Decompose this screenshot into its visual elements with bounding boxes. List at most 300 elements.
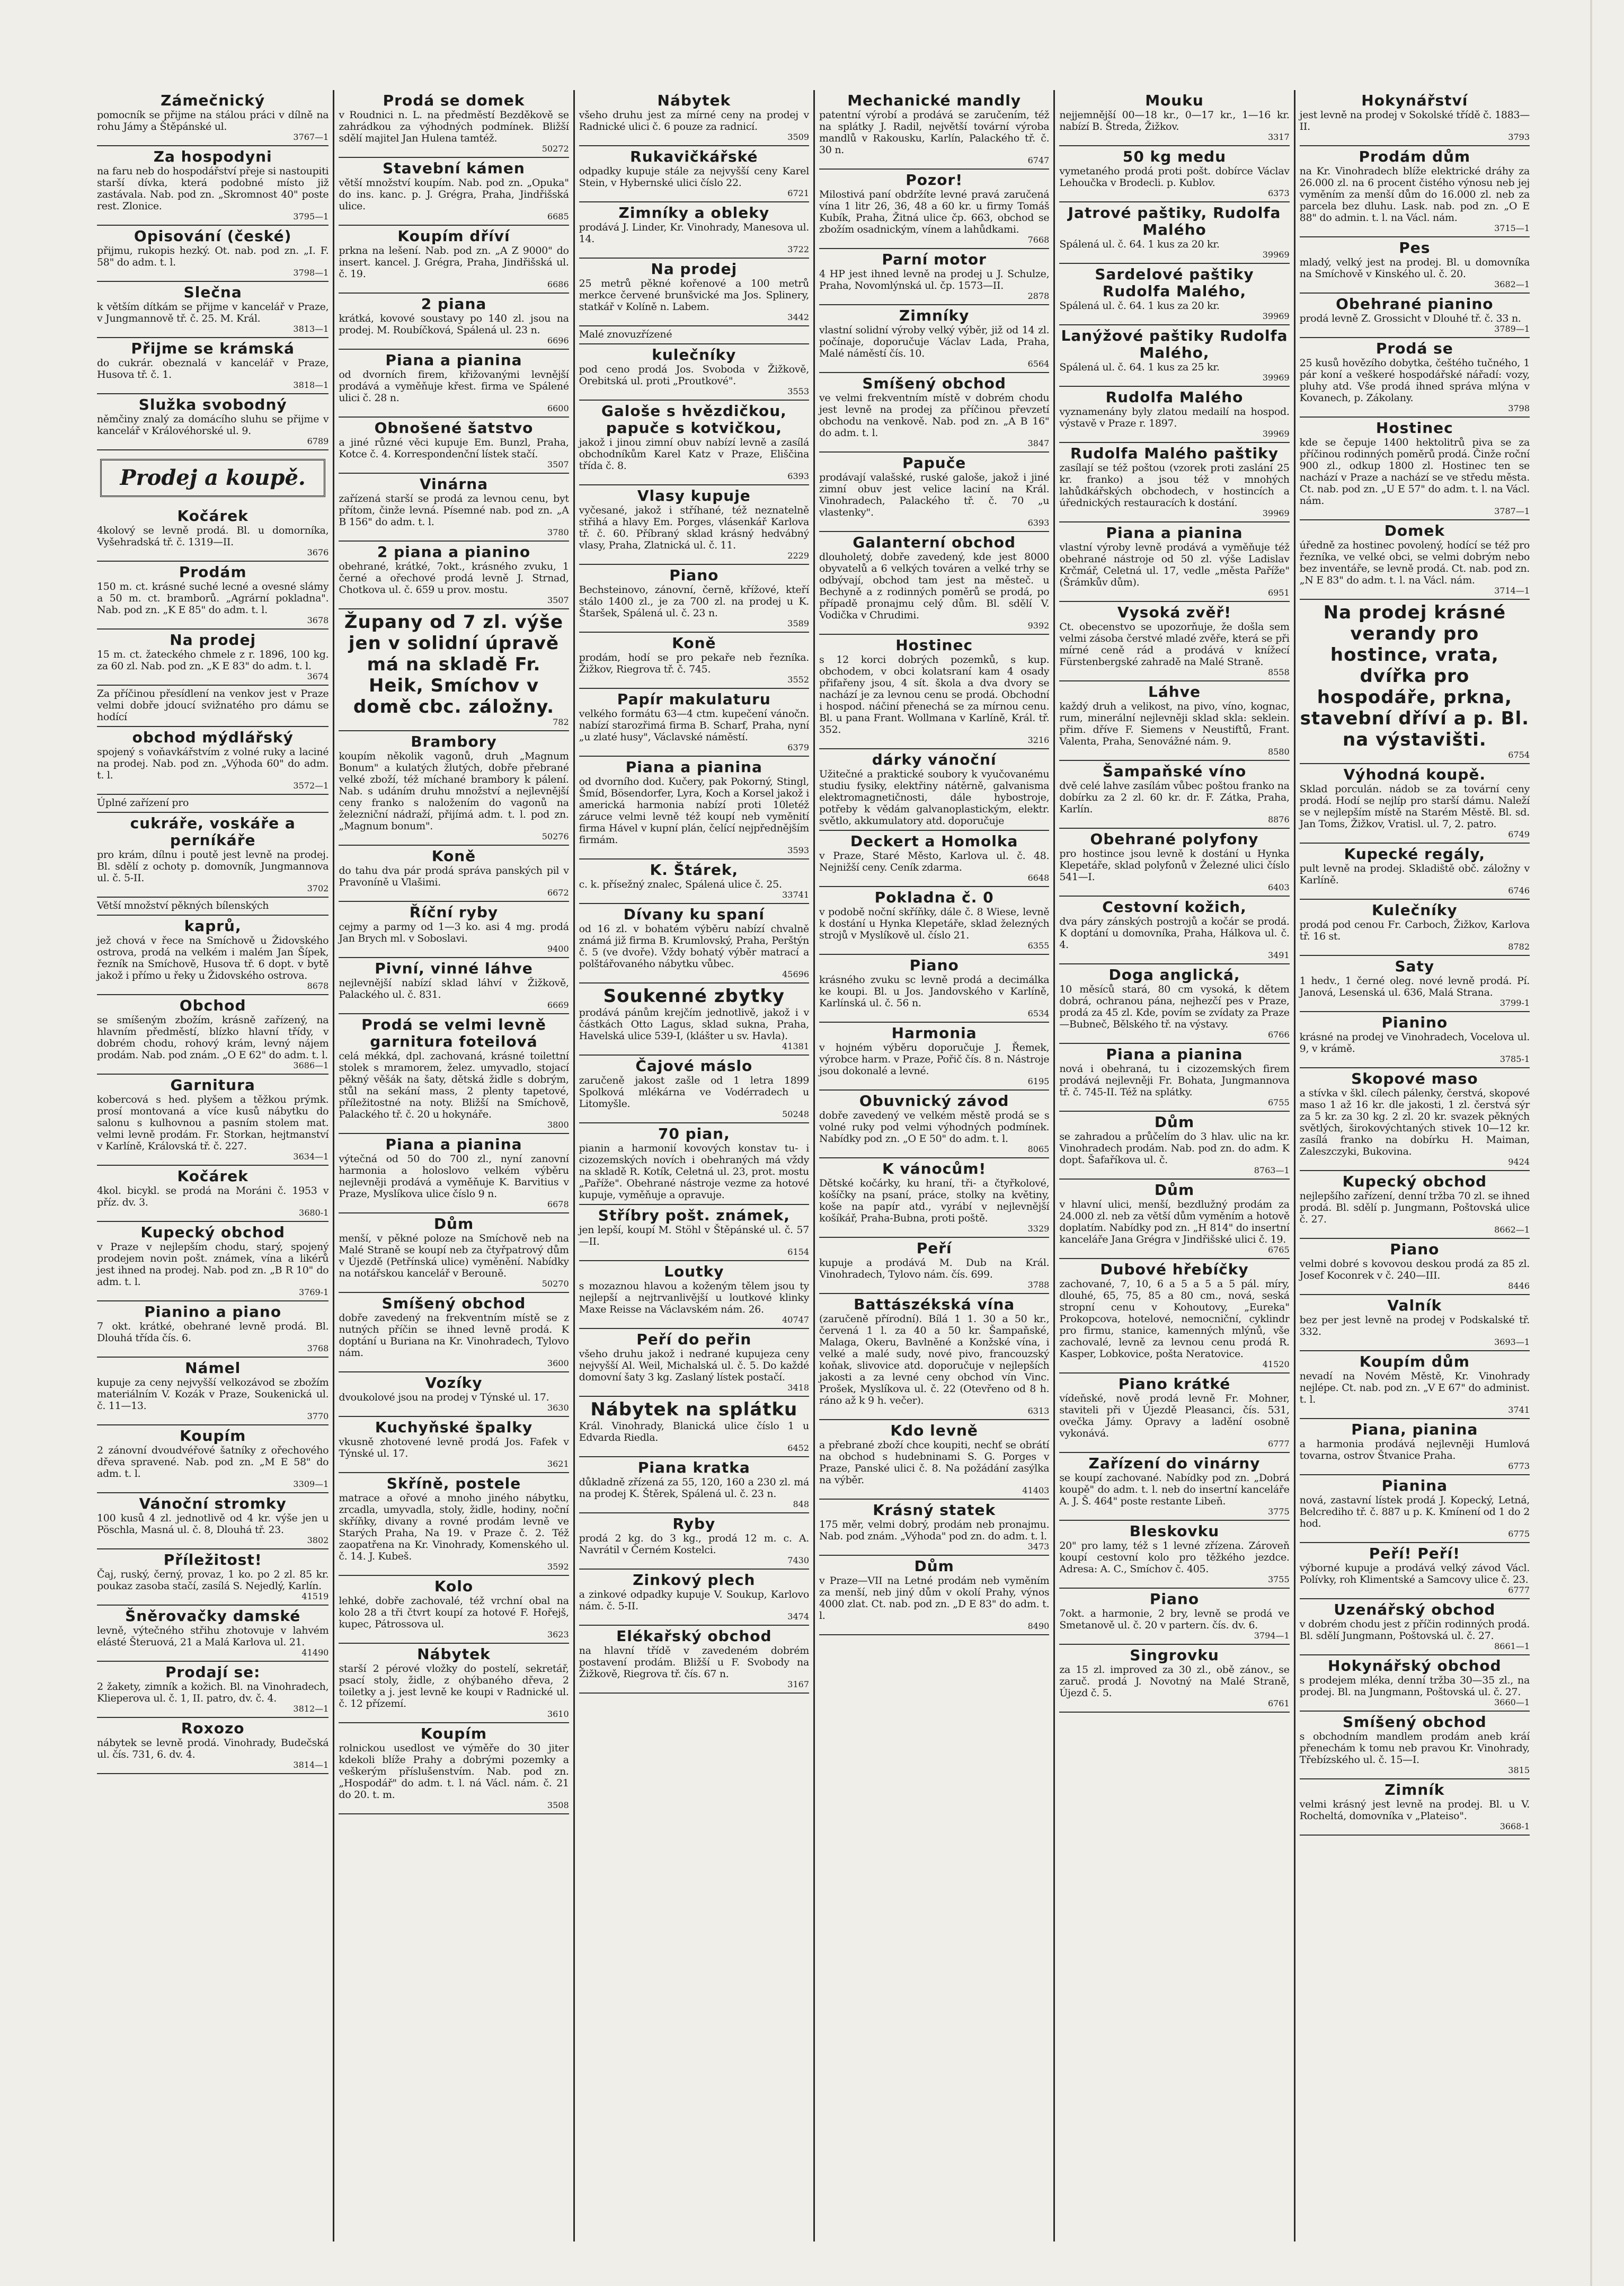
ad-heading: 2 piana a pianino — [377, 543, 531, 561]
ad-text: ve velmi frekventním místě v dobrém chodu jest levně na prodej za příčinou převzetí obchodu na venkově. Nab. pod zn. „A B 16" do adm. t. l. — [819, 392, 1050, 439]
ad-text: do cukrár. obeznalá v kancelář v Praze, Husova tř. č. 1. — [97, 357, 329, 380]
ad-text: a harmonia prodává nejlevněji Humlová tovarna, ostrov Štvanice Praha. — [1299, 1438, 1530, 1461]
classified-ad — [97, 813, 329, 898]
ad-heading: Piano — [669, 566, 719, 584]
ad-heading: Na prodej krásné verandy pro hostince, vrata, dvířka pro hospodáře, prkna, stavební dříví a p. Bl. na výstavišti. — [1300, 602, 1530, 750]
ad-reference-number: 8661—1 — [1494, 1641, 1530, 1651]
ad-text: nejlepšího zařízení, denní tržba 70 zl. se ihned prodá. Bl. sdělí p. Jungmann, Poštovská ulice č. 27. — [1299, 1190, 1530, 1225]
ad-heading: Mouku — [1145, 92, 1204, 109]
ad-reference-number: 6749 — [1508, 829, 1530, 839]
ad-heading: Singrovku — [1130, 1646, 1219, 1664]
ad-heading: Slečna — [183, 283, 242, 301]
ad-text: 4kol. bicykl. se prodá na Moráni č. 1953 v příz. dv. 3. — [97, 1185, 329, 1208]
ad-reference-number: 3755 — [1267, 1574, 1290, 1584]
ad-text: pod ceno prodá Jos. Svoboda v Žižkově, Orebitská ul. proti „Proutkové". — [579, 364, 809, 387]
ad-text: Čaj, ruský, černý, provaz, 1 ko. po 2 zl. 85 kr. poukaz zasoba stačí, zasílá S. Nejedlý, Karlín. — [97, 1569, 329, 1592]
classified-ad — [1300, 1779, 1530, 1836]
ad-heading: cukráře, voskáře a perníkáře — [130, 814, 296, 849]
ad-text: levně, výtečného střihu zhotovuje v lahvém elásté Šteruová, 21 a Malá Karlova ul. 21. — [97, 1625, 329, 1648]
ad-heading: Garnitura — [170, 1076, 255, 1094]
ad-heading: Piana a pianina — [385, 1136, 522, 1153]
classified-ad — [579, 1123, 809, 1205]
classified-ad — [97, 226, 329, 282]
ad-heading: Rukavičkářské — [630, 148, 758, 165]
ad-reference-number: 9392 — [1027, 621, 1050, 631]
ad-reference-number: 40747 — [782, 1315, 809, 1325]
ad-heading: Služka svobodný — [138, 396, 287, 413]
ad-text: se koupí zachované. Nabídky pod zn. „Dobrá koupě" do adm. t. l. neb do insertní kanceláře A. J. Š. 464" poste restante Libeň. — [1059, 1472, 1290, 1507]
classified-ad — [1300, 1475, 1530, 1543]
ad-heading: Skopové maso — [1351, 1070, 1478, 1087]
ad-heading: Peří — [916, 1239, 952, 1257]
ad-reference-number: 3216 — [1027, 735, 1050, 745]
classified-ad — [579, 146, 809, 202]
ad-text: Spálená ul. č. 64. 1 kus za 20 kr. — [1059, 300, 1220, 312]
ad-heading: Hostinec — [1375, 419, 1453, 437]
ad-text: a zinkové odpadky kupuje V. Soukup, Karlovo nám. č. 5-II. — [579, 1589, 809, 1612]
ad-reference-number: 6775 — [1508, 1529, 1530, 1539]
ad-heading: Pianino a piano — [144, 1303, 282, 1321]
classified-ad — [819, 887, 1049, 955]
classified-ad — [97, 727, 329, 795]
ad-text: s prodejem mléka, denní tržba 30—35 zl., na prodej. Bl. na Jungmann, Poštovská ul. č. 27. — [1299, 1674, 1530, 1698]
ad-reference-number: 782 — [553, 717, 569, 727]
ad-text: přijmu, rukopis hezký. Ot. nab. pod zn. „I. F. 58" do adm. t. l. — [97, 245, 329, 268]
ad-text: matrace a ořové a mnoho jiného nábytku, zrcadla, umyvadla, stoly, židle, hodiny, noční skříňky, divany a rovné prodám levně ve Starých Praha, Na 19. v Praze č. 2. Též zaopatřena na Kr. Vinohrady, Komenského ul. č. 14. J. Kubeš. — [339, 1492, 569, 1562]
ad-reference-number: 6600 — [547, 403, 569, 413]
ad-text: menší, v pěkné poloze na Smíchově neb na Malé Straně se koupí neb za čtyřpatrový dům v Újezdě (Petřínská ulice) vyměnění. Nabídky na notářskou kancelář v Berouně. — [339, 1233, 569, 1279]
ad-heading: Prodám dům — [1359, 148, 1471, 165]
ad-heading: Zimník — [1385, 1781, 1445, 1798]
ad-reference-number: 3814—1 — [293, 1760, 329, 1770]
ad-text: starší 2 pérové vložky do postelí, sekretář, psací stoly, židle, z ohýbaného dřeva, 2 toiletky a j. jest levně ke koupi v Radnické ul. č. 12 přízemí. — [339, 1663, 569, 1709]
classified-ad — [579, 1457, 809, 1513]
classified-ad — [97, 630, 329, 686]
ad-reference-number: 6154 — [787, 1247, 809, 1257]
ad-reference-number: 2878 — [1027, 291, 1050, 301]
ad-heading: kulečníky — [652, 346, 736, 364]
classified-ad — [339, 294, 569, 350]
ad-text: Milostivá paní obdržíte levné pravá zaručená vína 1 litr 26, 36, 48 a 60 kr. u firmy Tomáš Kubík, Praha, Žitná ulice čp. 663, obchod se zbožím osadnickým, vínem a lahůdkami. — [819, 189, 1050, 235]
classified-ad — [819, 1238, 1049, 1294]
classified-ad — [339, 1293, 569, 1372]
ad-text: velkého formátu 63—4 ctm. kupečení vánočn. nabízí starozřimá firma B. Scharf, Praha, nyní „u zlaté husy", Václavské náměstí. — [579, 708, 809, 743]
classified-ad — [1059, 829, 1289, 897]
ad-reference-number: 3693—1 — [1494, 1337, 1530, 1347]
ad-text: Za příčinou přesídlení na venkov jest v Praze velmi dobře jdoucí svižnatého pro dámu se hodící — [97, 688, 329, 723]
ad-text: prodávají valašské, ruské galoše, jakož i jiné zimní obuv jest velice laciní na Král. Vinohradech, Palackého tř. č. 70 „u vlastenky". — [819, 472, 1050, 518]
ad-heading: Hostinec — [895, 636, 973, 654]
classified-ad — [579, 259, 809, 326]
classified-ad — [579, 1205, 809, 1261]
ad-reference-number: 3329 — [1027, 1224, 1050, 1234]
ad-heading: Vozíky — [425, 1374, 483, 1392]
classified-ad — [97, 394, 329, 450]
ad-reference-number: 3552 — [787, 675, 809, 685]
classified-ad — [1300, 1599, 1530, 1655]
ad-reference-number: 6355 — [1027, 941, 1050, 951]
ad-text: dobře zavedený ve velkém městě prodá se s volné ruky pod velmi výhodných podmínek. Nabídky pod zn. „O E 50" do adm. t. l. — [819, 1110, 1050, 1145]
classified-ad — [579, 904, 809, 983]
ad-heading: obchod mýdlářský — [132, 729, 294, 746]
ad-heading: Nábytek — [417, 1645, 491, 1663]
ad-heading: Přijme se krámská — [131, 340, 295, 357]
ad-heading: Vinárna — [419, 475, 489, 493]
ad-reference-number: 3686—1 — [293, 1060, 329, 1070]
ad-heading: Na prodej — [170, 631, 256, 649]
ad-heading: Piana, pianina — [1351, 1421, 1478, 1438]
ad-text: velmi dobré s kovovou deskou prodá za 85 zl. Josef Koconrek v č. 240—III. — [1299, 1258, 1530, 1281]
ad-text: na faru neb do hospodářství přeje si nastoupiti starší dívka, která podobné místo již zastávala. Nab. pod zn. „Skromnost 40" poste rest. Zlonice. — [97, 165, 329, 212]
ad-text: odpadky kupuje stále za nejvyšší ceny Karel Stein, v Hybernské ulici číslo 22. — [579, 165, 809, 189]
classified-ad — [97, 1662, 329, 1718]
ad-text: jakož i jinou zimní obuv nabízí levně a zasílá obchodníkům Karel Katz v Praze, Eliščina třída č. 8. — [579, 437, 809, 472]
classified-ad — [339, 609, 569, 731]
classified-ad — [97, 1166, 329, 1222]
ad-heading: Župany od 7 zl. výše jen v solidní úpravě má na skladě Fr. Heik, Smíchov v domě cbc. záložny. — [344, 612, 564, 717]
classified-ad — [579, 202, 809, 259]
ad-reference-number: 41403 — [1022, 1485, 1050, 1495]
ad-reference-number: 8763—1 — [1254, 1165, 1290, 1175]
ad-heading: Šněrovačky damské — [125, 1607, 301, 1625]
ad-heading: Prodá se — [1375, 340, 1453, 357]
ad-reference-number: 6669 — [547, 1000, 569, 1010]
ad-reference-number: 3789—1 — [1494, 324, 1530, 334]
ad-text: s 12 korci dobrých pozemků, s kup. obchodem, v obci kolatsraní kam 4 osady přifařeny jsou, 4 sít. škola a dva dvory se nachází je za levnou cenu se prodá. Obchodní i hospod. náčiní přenechá se za mírnou cenu. Bl. u pana Frant. Wollmana v Karlíně, Král. tř. 352. — [819, 654, 1050, 736]
ad-text: zařízená starší se prodá za levnou cenu, byt přítom, činže levná. Písemné nab. pod zn. „A B 156" do adm. t. l. — [339, 493, 569, 528]
classified-ad — [579, 983, 809, 1056]
ad-reference-number: 3788 — [1027, 1280, 1050, 1290]
ad-reference-number: 6672 — [547, 888, 569, 898]
classified-ad — [819, 1420, 1049, 1500]
classified-ad — [97, 338, 329, 394]
ad-heading: Parní motor — [882, 251, 987, 268]
ad-text: mladý, velký jest na prodej. Bl. u domovníka na Smíchově v Kinského ul. č. 20. — [1299, 256, 1530, 280]
ad-reference-number: 3474 — [787, 1611, 809, 1622]
classified-ad — [339, 1473, 569, 1576]
classified-ad — [819, 305, 1049, 373]
ad-heading: Krásný statek — [873, 1501, 996, 1519]
ad-text: velmi krásný jest levně na prodej. Bl. u V. Rocheltá, domovníka v „Plateiso". — [1299, 1798, 1530, 1822]
classified-ad — [339, 1644, 569, 1723]
ad-text: vyznamenány byly zlatou medailí na hospod. výstavě v Praze r. 1897. — [1059, 406, 1290, 429]
ad-heading: Ryby — [672, 1515, 716, 1532]
ad-reference-number: 7430 — [787, 1555, 809, 1565]
ad-heading: Piana a pianina — [625, 758, 762, 776]
ad-heading: 2 piana — [421, 295, 487, 313]
ad-heading: Koupím — [420, 1725, 487, 1742]
ad-reference-number: 45696 — [782, 969, 809, 979]
ad-reference-number: 50272 — [542, 144, 569, 154]
ad-reference-number: 3593 — [787, 845, 809, 855]
ad-reference-number: 9400 — [547, 944, 569, 954]
classified-ad — [97, 995, 329, 1075]
classified-ad — [1059, 1589, 1289, 1645]
classified-ad — [579, 860, 809, 904]
ad-heading: Smíšený obchod — [381, 1295, 526, 1312]
ad-heading: Opisování (české) — [134, 227, 292, 245]
ad-reference-number: 3741 — [1508, 1405, 1530, 1415]
ad-reference-number: 6777 — [1267, 1439, 1290, 1449]
ad-reference-number: 6195 — [1027, 1076, 1050, 1086]
ad-reference-number: 3473 — [1027, 1541, 1050, 1552]
ad-text: za 15 zl. improved za 30 zl., obě zánov., se zaruč. prodá J. Novotný na Malé Straně, Újezd č. 5. — [1059, 1664, 1290, 1699]
ad-text: koupím několik vagonů, druh „Magnum Bonum" a kulatých žlutých, dobře přebrané velké zboží, též míchané brambory k pálení. Nab. s udáním druhu množství a nejlevnější ceny franko s naložením do vagonů na železniční nádraží, přijímá adm. t. l. pod zn. „Magnum bonum". — [339, 750, 569, 832]
ad-text: němčiny znalý za domácího sluhu se přijme v kancelář v Královéhorské ul. 9. — [97, 413, 329, 437]
ad-heading: kaprů, — [184, 917, 242, 935]
classified-ad — [1059, 325, 1289, 387]
ad-heading: Obnošené šatstvo — [374, 419, 534, 437]
ad-reference-number: 3802 — [307, 1535, 329, 1545]
ad-heading: Kulečníky — [1371, 901, 1458, 919]
classified-ad — [1300, 1012, 1530, 1068]
classified-ad — [339, 1372, 569, 1417]
ad-reference-number: 39969 — [1262, 508, 1290, 518]
classified-ad — [579, 485, 809, 565]
ad-reference-number: 3787—1 — [1494, 506, 1530, 516]
ad-heading: Prodám — [179, 563, 247, 581]
ad-heading: Roxozo — [181, 1720, 245, 1737]
classified-ad — [1300, 1351, 1530, 1419]
ad-text: prodá pod cenou Fr. Carboch, Žižkov, Karlova tř. 16 st. — [1299, 919, 1530, 942]
ad-reference-number: 3630 — [547, 1403, 569, 1413]
ad-text: nová i obehraná, tu i cizozemských firem prodává nejlevněji Fr. Bohata, Jungmannova tř. č. 745-II. Též na splátky. — [1059, 1063, 1290, 1098]
ad-heading: Deckert a Homolka — [850, 832, 1018, 850]
classified-ad — [339, 90, 569, 158]
ad-text: vídeňské, nově prodá levně Fr. Mohner, staviteli při v Újezdě Pleasanci, čís. 531, ovečka Jámy. Opravy a ladění osobně vykonává. — [1059, 1393, 1290, 1439]
ad-text: kupuje a prodává M. Dub na Král. Vinohradech, Tylovo nám. čís. 699. — [819, 1257, 1050, 1280]
ad-text: patentní výrobí a prodává se zaručením, též na splátky J. Radil, největší tovární výroba mandlů v Rakousku, Karlín, Palackého tř. č. 30 n. — [819, 109, 1050, 156]
classified-ad — [1059, 897, 1289, 964]
ad-text: dva páry zánských postrojů a kočár se prodá. K doptání u domovníka, Praha, Hálkova ul. č. 4. — [1059, 916, 1290, 951]
ad-text: a jiné různé věci kupuje Em. Bunzl, Praha, Kotce č. 4. Korrespondenční lístek stačí. — [339, 437, 569, 460]
ad-heading: Papír makulaturu — [617, 690, 771, 708]
ad-heading: Za hospodyni — [153, 148, 272, 165]
ad-text: zaručeně jakost zašle od 1 letra 1899 Spolková mlékárna ve Vodérradech u Litomyšle. — [579, 1075, 809, 1110]
classified-ad — [819, 1500, 1049, 1556]
classified-ad — [339, 1417, 569, 1473]
classified-ad — [97, 146, 329, 226]
ad-reference-number: 7668 — [1027, 235, 1050, 245]
ad-text: od dvorního dod. Kučery, pak Pokorný, Stingl, Šmíd, Bösendorfer, Lyra, Koch a Korsel jakož i americká harmonia nabízí proti 10letéž záruce velmi levně též koupí neb vyměnití firma Hável v kupní plán, čelící nejpřednějším firmám. — [579, 776, 809, 846]
ad-text: c. k. přísežný znalec, Spálená ulice č. 25. — [579, 879, 782, 890]
ad-heading: Kupecký obchod — [140, 1224, 285, 1241]
ad-reference-number: 6393 — [1027, 518, 1050, 528]
classified-ad — [579, 1570, 809, 1626]
ad-reference-number: 3509 — [787, 132, 809, 142]
classified-ad — [819, 831, 1049, 887]
ad-reference-number: 3815 — [1508, 1765, 1530, 1775]
ad-text: 20" pro lamy, též s 1 levné zřízena. Zároveň koupí cestovní kolo pro těžkého jezdce. Adresa: A. C., Smíchov č. 405. — [1059, 1540, 1290, 1575]
ad-reference-number: 3795—1 — [293, 211, 329, 221]
ad-text: jest levně na prodej v Sokolské třídě č. 1883—II. — [1299, 109, 1530, 132]
ad-heading: Vlasy kupuje — [637, 487, 751, 504]
classified-ad — [97, 916, 329, 995]
ad-reference-number: 3442 — [787, 312, 809, 322]
ad-text: vlastní solidní výroby velký výběr, již od 14 zl. počínaje, doporučuje Václav Lada, Praha, Malé náměstí čís. 10. — [819, 324, 1050, 359]
ad-reference-number: 3507 — [547, 595, 569, 605]
ad-reference-number: 8662—1 — [1494, 1225, 1530, 1235]
ad-heading: Dům — [1154, 1181, 1195, 1199]
classified-ad — [1059, 1259, 1289, 1374]
ad-heading: Elékařský obchod — [616, 1627, 772, 1645]
classified-ad — [1300, 764, 1530, 844]
classified-ad — [819, 1091, 1049, 1158]
ad-text: důkladně zřízená za 55, 120, 160 a 230 zl. má na prodej K. Štěrek, Spálená ul. č. 23 n. — [579, 1476, 809, 1500]
classified-ad — [1059, 146, 1289, 202]
classified-ad — [819, 1294, 1049, 1420]
classified-ad — [819, 749, 1049, 831]
ad-heading: Doga anglická, — [1108, 966, 1240, 983]
ad-reference-number: 3592 — [547, 1562, 569, 1572]
ad-text: zachované, 7, 10, 6 a 5 a 5 a 5 pál. míry, dlouhé, 65, 75, 85 a 80 cm., nová, seská stropní cenu v Kohoutovy, „Eureka" Prokopcova, hotelové, nemocniční, cyklindr pro firmu, stanice, kamenných mlýnů, vše zachovalé, levně za levnou cenu prodá R. Kasper, Lobkovice, pošta Neratovice. — [1059, 1278, 1290, 1360]
ad-reference-number: 6648 — [1027, 873, 1050, 883]
ad-text: v Praze, Staré Město, Karlova ul. č. 48. Nejnižší ceny. Ceník zdarma. — [819, 850, 1050, 873]
ad-heading: Obehrané polyfony — [1090, 830, 1259, 848]
ad-text: v hojném výběru doporučuje J. Řemek, výrobce harm. v Praze, Pořič čís. 8 n. Nástroje jsou dokonalé a levné. — [819, 1042, 1050, 1077]
ad-reference-number: 3553 — [787, 386, 809, 396]
ad-heading: Nábytek — [657, 92, 731, 109]
ad-heading: Piana a pianina — [385, 351, 522, 369]
ad-text: nejjemnější 00—18 kr., 0—17 kr., 1—16 kr. nabízí B. Štreda, Žižkov. — [1059, 109, 1290, 132]
ad-heading: Kočárek — [177, 507, 249, 525]
classified-ad — [819, 1556, 1049, 1635]
ad-reference-number: 3767—1 — [293, 132, 329, 142]
ad-reference-number: 6766 — [1267, 1030, 1290, 1040]
ad-reference-number: 3660—1 — [1494, 1697, 1530, 1707]
ad-text: větší množství koupím. Nab. pod zn. „Opuka" do ins. kanc. p. J. Grégra, Praha, Jindřišská ulice. — [339, 177, 569, 212]
ad-text: (zaručeně přírodní). Bílá 1 1. 30 a 50 kr., červená 1 l. za 40 a 50 kr. Šampaňské, Malaga, Okeru, Bavlněné a Konžské vína, i velké a malé sudy, nové pivo, francouzský koňak, slivovice atd. doporučuje v nejlepších jakosti a za levné ceny obchod vín Vinc. Prošek, Myslíkova ul. č. 22 (Otevřeno od 8 h. ráno až k 9 h. večer). — [819, 1313, 1050, 1406]
ad-text: Úplné zařízení pro — [97, 797, 189, 809]
ad-reference-number: 6773 — [1508, 1461, 1530, 1471]
classified-ad — [819, 170, 1049, 249]
ad-heading: Kdo levně — [890, 1422, 978, 1439]
ad-text: 4kolový se levně prodá. Bl. u domorníka, Vyšehradská tř. č. 1319—II. — [97, 525, 329, 548]
classified-ad — [1300, 1655, 1530, 1712]
ad-heading: Námel — [185, 1359, 241, 1377]
classified-ad — [1059, 1374, 1289, 1453]
ad-text: krátká, kovové soustavy po 140 zl. jsou na prodej. M. Roubíčková, Spálená ul. 23 n. — [339, 313, 569, 336]
ad-reference-number: 3309—1 — [293, 1479, 329, 1489]
ad-reference-number: 6761 — [1267, 1698, 1290, 1708]
ad-heading: Bleskovku — [1129, 1522, 1220, 1540]
classified-ad — [1300, 600, 1530, 764]
classified-ad — [1059, 264, 1289, 325]
ad-reference-number: 6373 — [1267, 188, 1290, 198]
classified-ad — [339, 958, 569, 1014]
ad-reference-number: 6721 — [787, 188, 809, 198]
ad-heading: Vysoká zvěř! — [1117, 604, 1232, 621]
classified-ad — [97, 282, 329, 338]
ad-text: na Kr. Vinohradech blíže elektrické dráhy za 26.000 zl. na 6 procent čistého výnosu neb jej vyměním za menší dům do 16.000 zl. neb za parcela bez dluhu. Lask. nab. pod zn. „O E 88" do admin. t. l. na Václ. nám. — [1299, 165, 1530, 224]
classified-ad — [819, 373, 1049, 453]
ad-reference-number: 8490 — [1027, 1621, 1050, 1631]
ad-text: pro krám, dílnu i poutě jest levně na prodej. Bl. sdělí z ochoty p. domovník, Jungmannova ul. č. 5-II. — [97, 849, 329, 884]
ad-heading: Valník — [1387, 1297, 1442, 1314]
classified-ad — [1300, 237, 1530, 294]
ad-text: krásné na prodej ve Vinohradech, Vocelova ul. 9, v krámě. — [1299, 1031, 1530, 1055]
ad-reference-number: 3780 — [547, 527, 569, 537]
ad-text: 100 kusů 4 zl. jednotlivě od 4 kr. výše jen u Pöschla, Masná ul. č. 8, Dlouhá tř. 23. — [97, 1512, 329, 1536]
ad-text: nová, zastavní lístek prodá J. Kopecký, Letná, Belcrediho tř. č. 887 u p. K. Kmínení od 1 do 2 hod. — [1299, 1494, 1530, 1529]
classified-ad — [1300, 1543, 1530, 1599]
ad-heading: Mechanické mandly — [847, 92, 1022, 109]
ad-heading: Kolo — [434, 1578, 474, 1595]
classified-ad — [97, 506, 329, 562]
ad-reference-number: 3674 — [307, 671, 329, 681]
ad-text: zasílají se též poštou (vzorek proti zaslání 25 kr. franko) a jsou též v mnohých lahůdkářských obchodech, v hostincích a úřednických restauracích k dostání. — [1059, 462, 1290, 509]
ad-reference-number: 3785-1 — [1499, 1054, 1530, 1064]
ad-reference-number: 3682—1 — [1494, 279, 1530, 289]
ad-heading: 70 pian, — [658, 1125, 730, 1142]
ad-text: s obchodním mandlem prodám aneb kráí přenechám k tomu neb pravou Kr. Vinohrady, Třebízského ul. č. 15—I. — [1299, 1731, 1530, 1766]
ad-reference-number: 3798 — [1508, 403, 1530, 413]
ad-column-6 — [1294, 90, 1534, 2241]
ad-heading: Prodá se domek — [383, 92, 525, 109]
classified-ad — [579, 90, 809, 146]
ad-reference-number: 6765 — [1267, 1245, 1290, 1255]
classified-ad — [1059, 443, 1289, 522]
ad-text: Malé znovuzřízené — [579, 329, 672, 340]
classified-ad — [97, 1301, 329, 1358]
ad-text: 150 m. ct. krásné suché lecné a ovesné slámy a 50 m. ct. bramborů. „Agrární pokladna". Nab. pod zn. „K E 85" do adm. t. l. — [97, 581, 329, 616]
ad-text: se smíšeným zbožím, krásně zařízený, na hlavním předměstí, blízko hlavní třídy, v dobrém chodu, rohový krám, levný nájem prodám. Nab. pod znám. „O E 62" do adm. t. l. — [97, 1014, 329, 1061]
ad-heading: Šampaňské víno — [1102, 763, 1247, 780]
classified-ad — [819, 532, 1049, 635]
ad-reference-number: 41519 — [301, 1591, 329, 1601]
classified-ad — [1059, 681, 1289, 761]
ad-reference-number: 3768 — [307, 1343, 329, 1353]
ad-heading: Stavební kámen — [383, 160, 525, 177]
ad-reference-number: 6777 — [1508, 1585, 1530, 1595]
ad-reference-number: 3813—1 — [293, 324, 329, 334]
ad-reference-number: 8558 — [1267, 667, 1290, 677]
classified-ad — [1300, 956, 1530, 1012]
ad-reference-number: 6686 — [547, 279, 569, 289]
ad-text: pro hostince jsou levně k dostání u Hynka Klepetáře, sklad polyfonů v Železné ulici číslo 541—I. — [1059, 848, 1290, 883]
classified-ad — [339, 1576, 569, 1644]
ad-heading: Koně — [672, 634, 716, 652]
ad-text: 7okt. a harmonie, 2 bry, levně se prodá ve Smetanově ul. č. 20 v partern. čís. dv. 6. — [1059, 1608, 1290, 1631]
classified-ad — [579, 757, 809, 860]
ad-text: 175 měr, velmi dobrý, prodám neb pronajmu. Nab. pod znám. „Výhoda" pod zn. do adm. t. l. — [819, 1519, 1050, 1542]
ad-reference-number: 2229 — [787, 551, 809, 561]
ad-heading: Papuče — [902, 454, 966, 472]
classified-ad — [97, 795, 329, 813]
ad-text: dvoukolové jsou na prodej v Týnské ul. 17. — [339, 1392, 549, 1403]
ad-heading: Nábytek na splátku — [590, 1399, 798, 1420]
ad-heading: Harmonia — [891, 1024, 977, 1042]
ad-heading: dárky vánoční — [872, 751, 997, 768]
ad-reference-number: 6789 — [307, 436, 329, 446]
ad-text: 10 měsíců stará, 80 cm vysoká, k dětem dobrá, ochranou pána, nejhezčí pes v Praze, prodá za 45 zl. Kde, povím se zvídaty za Praze—Bubneč, Bělského tř. na výstavy. — [1059, 983, 1290, 1030]
ad-reference-number: 3818—1 — [293, 380, 329, 390]
ad-heading: Piana a pianina — [1106, 524, 1243, 542]
page-fold — [1590, 0, 1592, 2286]
classified-ad — [1300, 338, 1530, 418]
classified-ad — [1300, 294, 1530, 338]
ad-reference-number: 6696 — [547, 335, 569, 345]
classified-ad — [579, 1513, 809, 1570]
ad-reference-number: 9424 — [1508, 1157, 1530, 1167]
classified-ad — [819, 453, 1049, 532]
ad-text: prodá 2 kg. do 3 kg., prodá 12 m. c. A. Navrátil v Černém Kostelci. — [579, 1532, 809, 1556]
ad-reference-number: 3847 — [1027, 438, 1050, 448]
classified-ad — [1300, 1712, 1530, 1779]
ad-text: od dvorních firem, křižovanými levnější prodává a vyměňuje křest. firma ve Spálené ulici č. 28 n. — [339, 369, 569, 404]
ad-reference-number: 3715—1 — [1494, 223, 1530, 233]
classified-ad — [1300, 900, 1530, 956]
